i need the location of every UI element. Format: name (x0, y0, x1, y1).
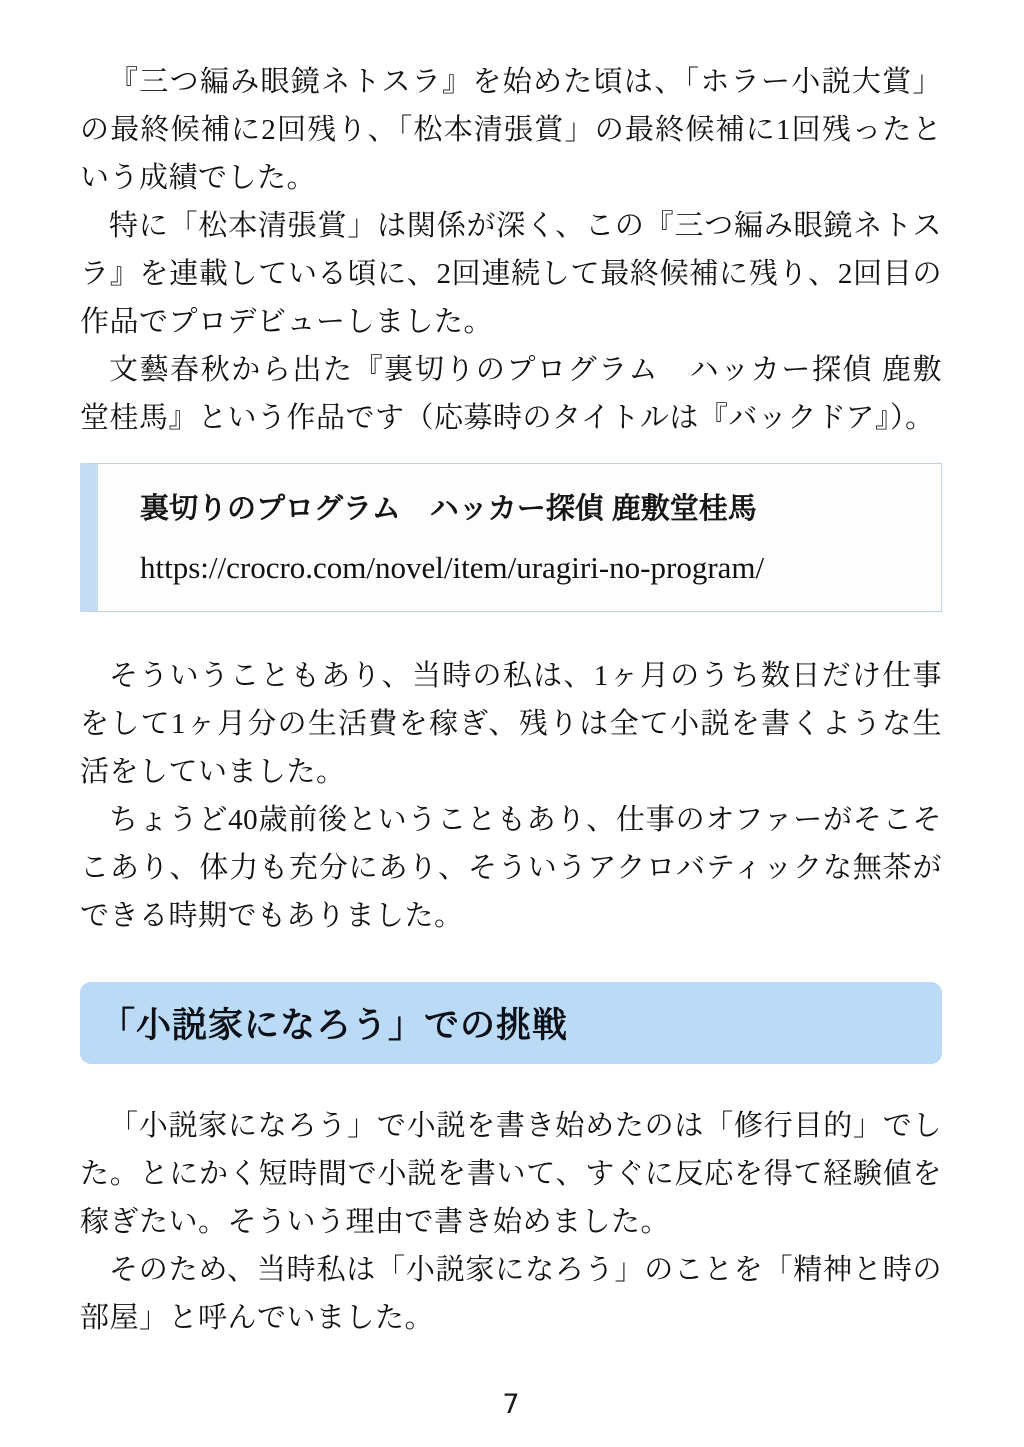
body-paragraph: 「小説家になろう」で小説を書き始めたのは「修行目的」でした。とにかく短時間で小説を書いて、すぐに反応を得て経験値を稼ぎたい。そういう理由で書き始めました。 (80, 1110, 942, 1238)
body-paragraph: 『三つ編み眼鏡ネトスラ』を始めた頃は、「ホラー小説大賞」の最終候補に2回残り、「松本清張賞」の最終候補に1回残ったという成績でした。 (80, 66, 942, 194)
book-link-url[interactable]: https://crocro.com/novel/item/uragiri-no-program/ (140, 550, 765, 585)
section-heading (80, 982, 942, 1064)
section-heading-label: 「小説家になろう」での挑戦 (100, 1006, 569, 1045)
body-paragraph: そういうこともあり、当時の私は、1ヶ月のうち数日だけ仕事をして1ヶ月分の生活費を稼ぎ、残りは全て小説を書くような生活をしていました。 (80, 660, 942, 788)
body-paragraph: ちょうど40歳前後ということもあり、仕事のオファーがそこそこあり、体力も充分にあり、そういうアクロバティックな無茶ができる時期でもありました。 (80, 804, 942, 932)
book-link-title: 裏切りのプログラム ハッカー探偵 鹿敷堂桂馬 (140, 493, 757, 525)
body-paragraph: 文藝春秋から出た『裏切りのプログラム ハッカー探偵 鹿敷堂桂馬』という作品です（応募時のタイトルは『バックドア』）。 (80, 354, 942, 434)
body-paragraph: 特に「松本清張賞」は関係が深く、この『三つ編み眼鏡ネトスラ』を連載している頃に、2回連続して最終候補に残り、2回目の作品でプロデビューしました。 (80, 210, 942, 338)
page-number: 7 (502, 1389, 520, 1420)
book-link-card[interactable] (80, 463, 942, 612)
body-paragraph: そのため、当時私は「小説家になろう」のことを「精神と時の部屋」と呼んでいました。 (80, 1254, 942, 1334)
